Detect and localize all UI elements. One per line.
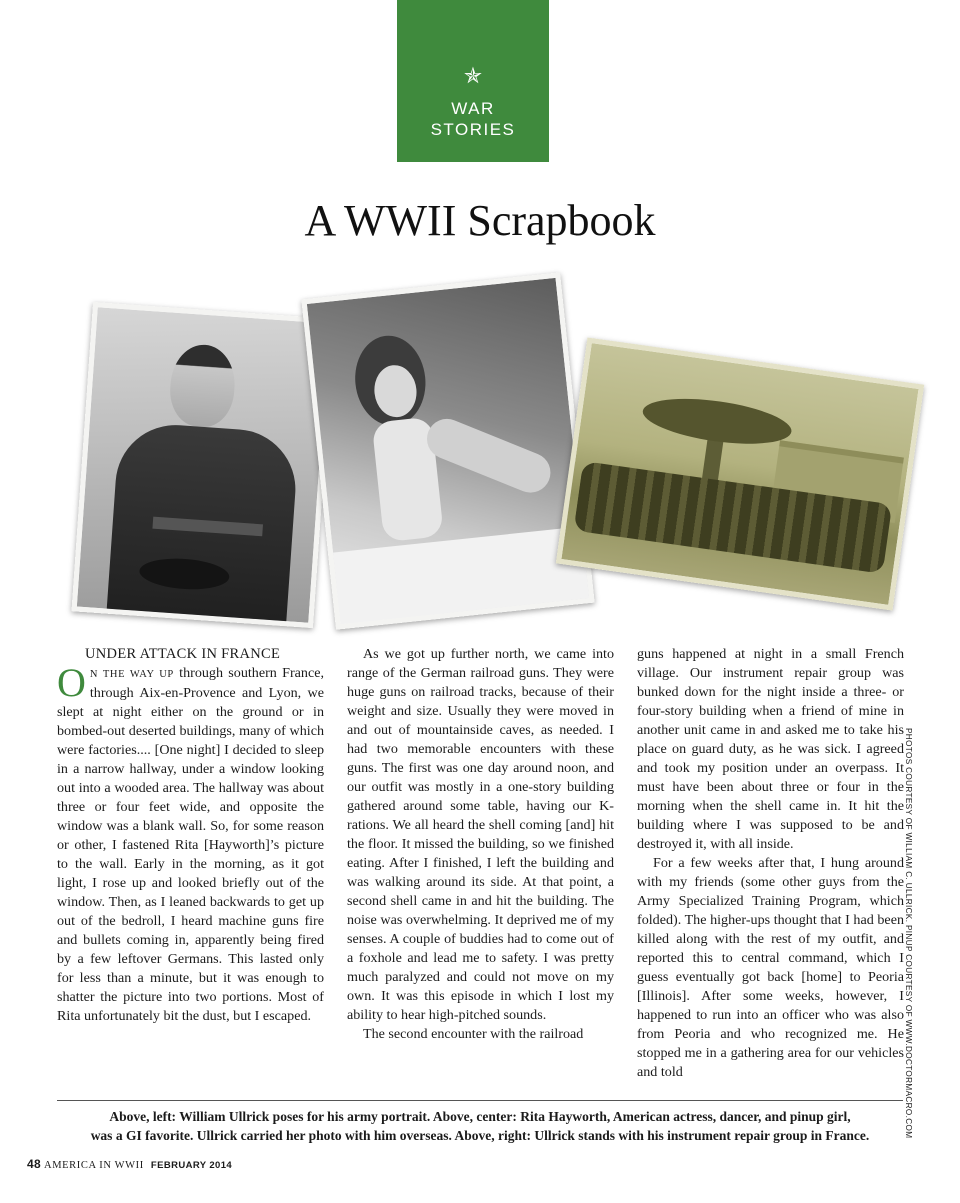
article-paragraph: As we got up further north, we came into range of the German railroad guns. They were huge guns on railroad tracks, because of their weight and size. Usually they were moved in and out of mountainside caves, as needed. I had two memorable encounters with these guns. The first was one day around noon, and our outfit was mostly in a one-story building gathered around some table, having our K-rations. We all heard the shell coming [and] hit the floor. It missed the building, so we finished eating. After I finished, I left the building and was walking around its side. At that point, a second shell came in and hit the building. The noise was overwhelming. It deprived me of my senses. A couple of buddies had to come out of a foxhole and lead me to safety. I was pretty much paralyzed and could not move on my own. It was this episode in which I lost my ability to hear high-pitched sounds. <box>347 646 614 1023</box>
pinup-ledge <box>333 525 595 629</box>
caption-line-1: Above, left: William Ullrick poses for his army portrait. Above, center: Rita Hayworth, American actress, dancer, and pinup girl, <box>109 1109 851 1124</box>
photo-soldier-portrait <box>71 302 334 628</box>
drop-cap: O <box>57 660 86 705</box>
photo-pinup <box>301 272 594 629</box>
lead-smallcaps: N THE WAY UP <box>89 669 174 680</box>
page-number: 48 <box>27 1157 41 1171</box>
magazine-name: AMERICA IN WWII <box>44 1160 144 1171</box>
article-column-3 <box>637 645 904 1082</box>
article-column-1 <box>57 645 324 1026</box>
page-title: A WWII Scrapbook <box>304 196 656 245</box>
section-label-line1: WAR <box>451 99 495 118</box>
photo-credit-text: PHOTOS COURTESY OF WILLIAM C. ULLRICK. PINUP COURTESY OF WWW.DOCTORMACRO.COM <box>904 728 913 1139</box>
caption-line-2: was a GI favorite. Ullrick carried her photo with him overseas. Above, right: Ullrick stands with his instrument repair group in France. <box>90 1128 870 1143</box>
paragraph-text: through southern France, through Aix-en-Provence and Lyon, we slept at night either on the ground or in bombed-out deserted buildings, many of which were factories.... [One night] I decided to sleep in a narrow hallway, under a window looking out into a wooded area. The hallway was about three or four feet wide, and opposite the window was a blank wall. So, for some reason or other, I fastened Rita [Hayworth]’s picture to the wall. Early in the morning, as it got light, I rose up and looked briefly out of the window. Then, as I leaned backwards to get up out of the bedroll, I heard machine guns fire and bullets coming in, apparently being fired by a few leftover Germans. This lasted only for less than a minute, but it was enough to shatter the picture into two portions. Most of Rita unfortunately bit the dust, but I escaped. <box>57 665 324 1024</box>
article-subhead: UNDER ATTACK IN FRANCE <box>85 646 281 662</box>
article-paragraph: guns happened at night in a small French village. Our instrument repair group was bunked down for the night inside a three- or four-story building when a friend of mine in another unit came in and asked me to take his place on guard duty, as he was sick. I agreed and took my position under an overpass. It must have been about three or four in the morning when the shell came in. It hit the building where I was supposed to be and destroyed it, with all inside. <box>637 646 904 852</box>
portrait-head <box>168 343 238 429</box>
article-paragraph: The second encounter with the railroad <box>363 1026 584 1042</box>
article-paragraph <box>57 660 324 1026</box>
caption-divider <box>57 1100 903 1101</box>
section-label-line2: STORIES <box>430 120 516 139</box>
pinup-legs <box>421 413 557 499</box>
star-icon: ✯ <box>463 64 483 89</box>
photo-repair-group <box>556 337 924 610</box>
section-tab <box>397 0 549 162</box>
issue-date: FEBRUARY 2014 <box>150 1160 233 1171</box>
article-column-2 <box>347 645 614 1044</box>
photo-credit <box>903 728 923 1139</box>
article-paragraph: For a few weeks after that, I hung around with my friends (some other guys from the Army Specialized Training Program, which folded). The higher-ups thought that I had been killed along with the rest of my outfit, and reported this to central command, which I guess eventually got back [home] to Peoria [Illinois]. After some weeks, however, I happened to run into an officer who was also from Peoria and who recognized me. He stopped me in a gathering area for our vehicles and told <box>637 855 904 1080</box>
page-footer <box>27 1157 232 1171</box>
photo-caption <box>57 1107 903 1145</box>
